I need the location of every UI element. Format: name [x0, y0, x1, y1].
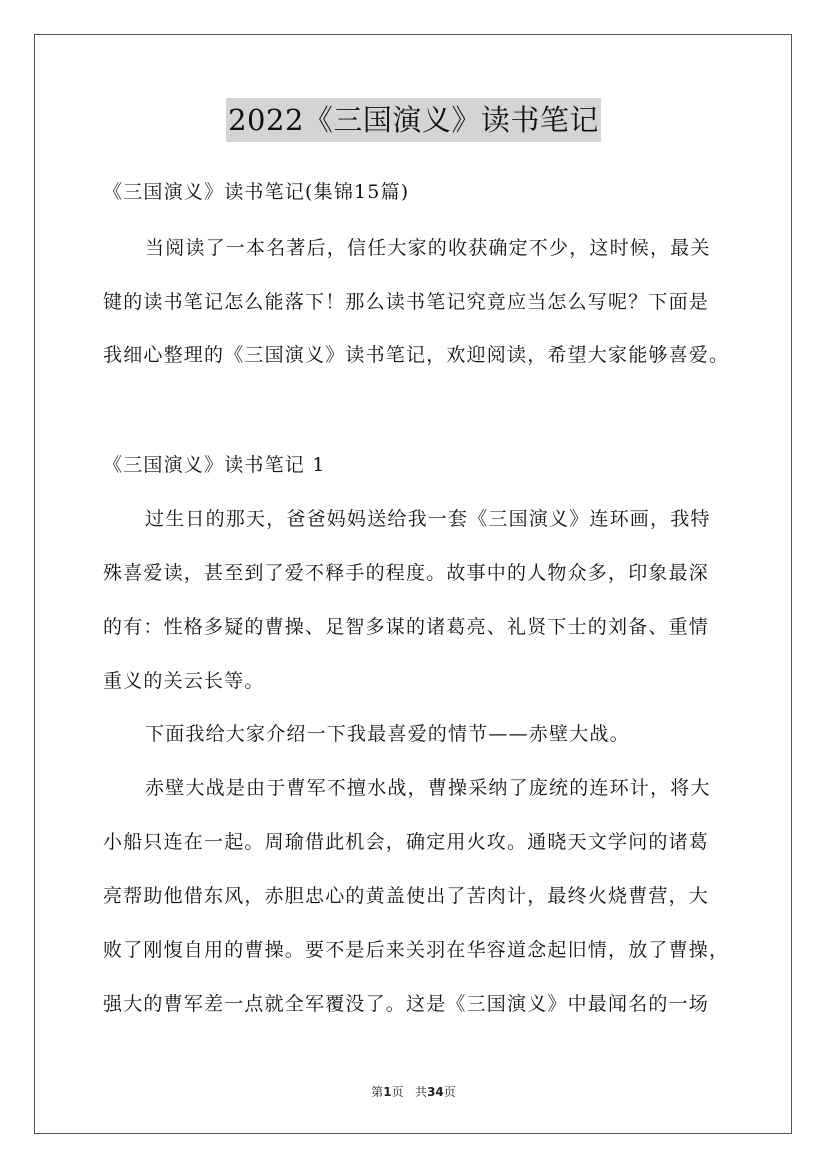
footer-page-number: 1 — [383, 1085, 392, 1099]
paragraph-line: 过生日的那天，爸爸妈妈送给我一套《三国演义》连环画，我特 — [145, 508, 711, 530]
paragraph-line: 败了刚愎自用的曹操。要不是后来关羽在华容道念起旧情，放了曹操， — [103, 939, 730, 961]
document-title: 2022《三国演义》读书笔记 — [226, 98, 601, 142]
intro-line: 键的读书笔记怎么能落下！那么读书笔记究竟应当怎么写呢？下面是 — [103, 291, 710, 313]
paragraph-line: 亮帮助他借东风，赤胆忠心的黄盖使出了苦肉计，最终火烧曹营，大 — [103, 885, 710, 907]
paragraph-line: 强大的曹军差一点就全军覆没了。这是《三国演义》中最闻名的一场 — [103, 993, 710, 1015]
page-footer — [0, 1084, 827, 1100]
intro-line: 当阅读了一本名著后，信任大家的收获确定不少，这时候，最关 — [145, 237, 711, 259]
paragraph-line: 殊喜爱读，甚至到了爱不释手的程度。故事中的人物众多，印象最深 — [103, 562, 710, 584]
footer-page-prefix: 第 — [371, 1085, 384, 1099]
footer-total-pages: 34 — [427, 1085, 444, 1099]
intro-line: 我细心整理的《三国演义》读书笔记，欢迎阅读，希望大家能够喜爱。 — [103, 344, 730, 366]
footer-page-suffix: 页 — [391, 1085, 404, 1099]
title-container — [0, 98, 827, 142]
footer-total-suffix: 页 — [443, 1085, 456, 1099]
paragraph-line: 下面我给大家介绍一下我最喜爱的情节——赤壁大战。 — [145, 723, 630, 745]
paragraph-line: 小船只连在一起。周瑜借此机会，确定用火攻。通晓天文学问的诸葛 — [103, 831, 710, 853]
document-subtitle: 《三国演义》读书笔记(集锦15篇) — [103, 181, 410, 203]
paragraph-line: 赤壁大战是由于曹军不擅水战，曹操采纳了庞统的连环计，将大 — [145, 777, 711, 799]
paragraph-line: 重义的关云长等。 — [103, 670, 265, 692]
footer-total-prefix: 共 — [415, 1085, 428, 1099]
paragraph-line: 的有：性格多疑的曹操、足智多谋的诸葛亮、礼贤下士的刘备、重情 — [103, 616, 710, 638]
section-heading: 《三国演义》读书笔记 1 — [103, 454, 326, 476]
